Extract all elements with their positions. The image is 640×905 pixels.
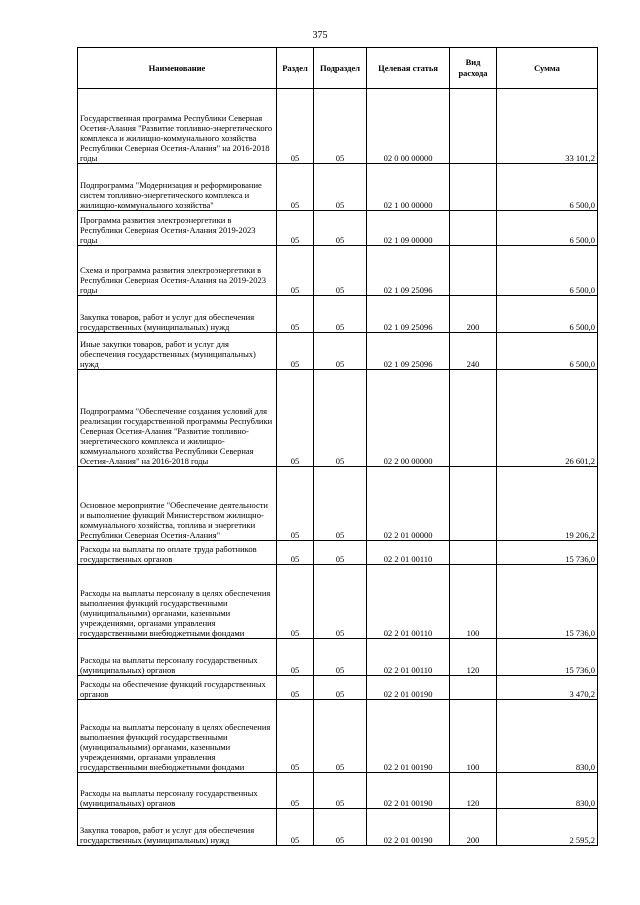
row-sum: 2 595,2 [497, 809, 598, 846]
table-row [78, 700, 598, 773]
row-target: 02 1 00 00000 [367, 164, 450, 211]
row-target: 02 1 09 00000 [367, 211, 450, 246]
row-subsection: 05 [314, 676, 367, 700]
table-row [78, 565, 598, 639]
row-sum: 6 500,0 [497, 333, 598, 370]
row-subsection: 05 [314, 370, 367, 467]
budget-table [77, 47, 598, 846]
row-target: 02 2 01 00190 [367, 700, 450, 773]
row-target: 02 2 00 00000 [367, 370, 450, 467]
row-section: 05 [277, 164, 314, 211]
row-name: Закупка товаров, работ и услуг для обеспечения государственных (муниципальных) нужд [78, 296, 277, 333]
row-subsection: 05 [314, 541, 367, 565]
row-target: 02 1 09 25096 [367, 333, 450, 370]
row-subsection: 05 [314, 89, 367, 164]
row-type [450, 676, 497, 700]
row-section: 05 [277, 246, 314, 296]
row-subsection: 05 [314, 639, 367, 676]
row-type: 200 [450, 296, 497, 333]
row-type: 240 [450, 333, 497, 370]
row-name: Расходы на выплаты по оплате труда работников государственных органов [78, 541, 277, 565]
row-name: Схема и программа развития электроэнергетики в Республики Северная Осетия-Алания на 2019-2023 годы [78, 246, 277, 296]
row-target: 02 2 01 00190 [367, 676, 450, 700]
table-row [78, 773, 598, 809]
row-section: 05 [277, 639, 314, 676]
row-target: 02 1 09 25096 [367, 296, 450, 333]
table-row [78, 639, 598, 676]
table-row [78, 333, 598, 370]
row-subsection: 05 [314, 296, 367, 333]
row-subsection: 05 [314, 246, 367, 296]
table-row [78, 211, 598, 246]
row-section: 05 [277, 773, 314, 809]
row-sum: 15 736,0 [497, 565, 598, 639]
row-section: 05 [277, 333, 314, 370]
row-name: Программа развития электроэнергетики в Республики Северная Осетия-Алания 2019-2023 годы [78, 211, 277, 246]
row-subsection: 05 [314, 565, 367, 639]
row-section: 05 [277, 809, 314, 846]
row-name: Закупка товаров, работ и услуг для обеспечения государственных (муниципальных) нужд [78, 809, 277, 846]
header-sum: Сумма [497, 48, 598, 89]
row-target: 02 2 01 00110 [367, 565, 450, 639]
table-row [78, 676, 598, 700]
table-row [78, 296, 598, 333]
header-type: Вид расхода [450, 48, 497, 89]
row-section: 05 [277, 89, 314, 164]
row-name: Расходы на выплаты персоналу государственных (муниципальных) органов [78, 639, 277, 676]
row-type [450, 467, 497, 541]
row-type: 120 [450, 773, 497, 809]
row-subsection: 05 [314, 773, 367, 809]
row-target: 02 2 01 00110 [367, 639, 450, 676]
header-section: Раздел [277, 48, 314, 89]
table-row [78, 89, 598, 164]
row-sum: 6 500,0 [497, 164, 598, 211]
row-section: 05 [277, 676, 314, 700]
row-type: 120 [450, 639, 497, 676]
row-name: Расходы на обеспечение функций государственных органов [78, 676, 277, 700]
row-section: 05 [277, 211, 314, 246]
row-sum: 15 736,0 [497, 639, 598, 676]
row-type: 100 [450, 700, 497, 773]
header-subsection: Подраздел [314, 48, 367, 89]
row-type [450, 246, 497, 296]
row-sum: 6 500,0 [497, 246, 598, 296]
row-target: 02 2 01 00190 [367, 773, 450, 809]
row-sum: 830,0 [497, 773, 598, 809]
header-name: Наименование [78, 48, 277, 89]
table-header-row [78, 48, 598, 89]
row-sum: 19 206,2 [497, 467, 598, 541]
row-name: Государственная программа Республики Северная Осетия-Алания "Развитие топливно-энергетического комплекса и жилищно-коммунального хозяйства Республики Северная Осетия-Алания" на 2016-2018 годы [78, 89, 277, 164]
row-section: 05 [277, 700, 314, 773]
row-name: Расходы на выплаты персоналу в целях обеспечения выполнения функций государственными (муниципальными) органами, казенными учреждениями, органами управления государственными внебюджетными фондами [78, 700, 277, 773]
table-row [78, 370, 598, 467]
row-section: 05 [277, 370, 314, 467]
table-row [78, 164, 598, 211]
table-row [78, 467, 598, 541]
row-sum: 6 500,0 [497, 211, 598, 246]
row-target: 02 2 01 00190 [367, 809, 450, 846]
row-type: 200 [450, 809, 497, 846]
row-subsection: 05 [314, 333, 367, 370]
row-type [450, 211, 497, 246]
row-section: 05 [277, 541, 314, 565]
row-name: Иные закупки товаров, работ и услуг для обеспечения государственных (муниципальных) нужд [78, 333, 277, 370]
row-name: Основное мероприятие "Обеспечение деятельности и выполнение функций Министерством жилищно-коммунального хозяйства, топлива и энергетики Республики Северная Осетия-Алания" [78, 467, 277, 541]
row-name: Подпрограмма "Обеспечение создания условий для реализации государственной программы Республики Северная Осетия-Алания "Развитие топливно-энергетического комплекса и жилищно-коммунального хозяйства Республики Северная Осетия-Алания" на 2016-2018 годы [78, 370, 277, 467]
row-type [450, 89, 497, 164]
row-sum: 6 500,0 [497, 296, 598, 333]
row-subsection: 05 [314, 211, 367, 246]
row-type [450, 164, 497, 211]
row-target: 02 2 01 00000 [367, 467, 450, 541]
row-sum: 3 470,2 [497, 676, 598, 700]
row-sum: 15 736,0 [497, 541, 598, 565]
row-name: Расходы на выплаты персоналу в целях обеспечения выполнения функций государственными (муниципальными) органами, казенными учреждениями, органами управления государственными внебюджетными фондами [78, 565, 277, 639]
row-type: 100 [450, 565, 497, 639]
row-subsection: 05 [314, 700, 367, 773]
page-number: 375 [312, 30, 328, 41]
header-target: Целевая статья [367, 48, 450, 89]
row-target: 02 2 01 00110 [367, 541, 450, 565]
row-section: 05 [277, 565, 314, 639]
row-sum: 26 601,2 [497, 370, 598, 467]
row-name: Расходы на выплаты персоналу государственных (муниципальных) органов [78, 773, 277, 809]
table-row [78, 246, 598, 296]
table-row [78, 809, 598, 846]
row-name: Подпрограмма "Модернизация и реформирование систем топливно-энергетического комплекса и жилищно-коммунального хозяйства" [78, 164, 277, 211]
table-row [78, 541, 598, 565]
row-target: 02 0 00 00000 [367, 89, 450, 164]
row-section: 05 [277, 467, 314, 541]
row-sum: 33 101,2 [497, 89, 598, 164]
row-subsection: 05 [314, 467, 367, 541]
row-subsection: 05 [314, 809, 367, 846]
row-sum: 830,0 [497, 700, 598, 773]
row-section: 05 [277, 296, 314, 333]
row-type [450, 541, 497, 565]
row-subsection: 05 [314, 164, 367, 211]
row-type [450, 370, 497, 467]
row-target: 02 1 09 25096 [367, 246, 450, 296]
